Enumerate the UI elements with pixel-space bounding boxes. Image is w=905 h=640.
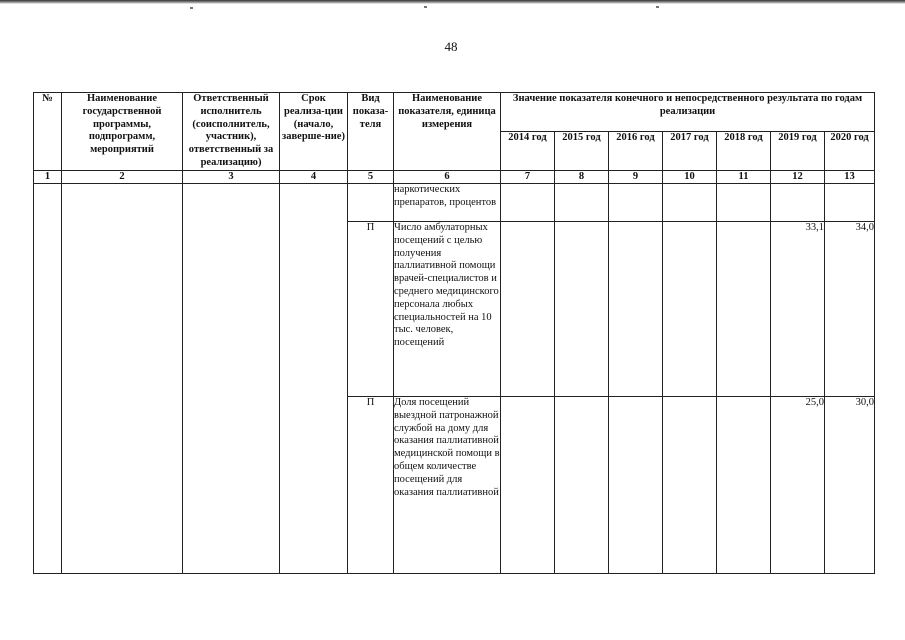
header-year: 2017 год — [663, 132, 717, 171]
cell-value — [771, 184, 825, 222]
cell-value: 25,0 — [771, 397, 825, 574]
cell-value — [501, 397, 555, 574]
header-year: 2020 год — [825, 132, 875, 171]
column-number: 1 — [34, 171, 62, 184]
table-row — [34, 184, 875, 222]
cell-value — [555, 222, 609, 397]
cell-value — [663, 184, 717, 222]
cell-executor — [183, 184, 280, 574]
cell-indicator-type — [348, 184, 394, 222]
cell-value — [825, 184, 875, 222]
cell-value: 30,0 — [825, 397, 875, 574]
cell-indicator-name: Число амбулаторных посещений с целью получения паллиативной помощи врачей-специалистов и среднего медицинского персонала любых специальностей на 10 тыс. человек, посещений — [394, 222, 501, 397]
column-number: 7 — [501, 171, 555, 184]
cell-indicator-name: наркотических препаратов, процентов — [394, 184, 501, 222]
column-number: 10 — [663, 171, 717, 184]
cell-term — [280, 184, 348, 574]
column-number-row — [34, 171, 875, 184]
page-number: 48 — [444, 39, 458, 54]
column-number: 8 — [555, 171, 609, 184]
cell-value: 33,1 — [771, 222, 825, 397]
column-number: 3 — [183, 171, 280, 184]
cell-value — [609, 397, 663, 574]
header-values-group: Значение показателя конечного и непосредственного результата по годам реализации — [501, 93, 875, 132]
header-year: 2015 год — [555, 132, 609, 171]
cell-indicator-name: Доля посещений выездной патронажной службой на дому для оказания паллиативной медицинской помощи в общем количестве посещений для оказания паллиативной — [394, 397, 501, 574]
header-year: 2019 год — [771, 132, 825, 171]
scan-top-edge — [0, 0, 905, 4]
header-year: 2016 год — [609, 132, 663, 171]
column-number: 11 — [717, 171, 771, 184]
cell-number — [34, 184, 62, 574]
cell-value — [663, 397, 717, 574]
scan-speck — [656, 6, 659, 8]
column-number: 13 — [825, 171, 875, 184]
cell-program — [62, 184, 183, 574]
header-term: Срок реализа-ции (начало, заверше-ние) — [280, 93, 348, 171]
header-year: 2014 год — [501, 132, 555, 171]
column-number: 5 — [348, 171, 394, 184]
scan-speck — [190, 7, 193, 9]
column-number: 9 — [609, 171, 663, 184]
cell-value — [717, 222, 771, 397]
cell-indicator-type: П — [348, 222, 394, 397]
cell-value — [717, 397, 771, 574]
column-number: 2 — [62, 171, 183, 184]
cell-value: 34,0 — [825, 222, 875, 397]
cell-value — [663, 222, 717, 397]
scan-speck — [424, 6, 427, 8]
header-number: № — [34, 93, 62, 171]
column-number: 6 — [394, 171, 501, 184]
header-indicator-type: Вид показа-теля — [348, 93, 394, 171]
header-program: Наименование государственной программы, подпрограмм, мероприятий — [62, 93, 183, 171]
cell-value — [609, 184, 663, 222]
cell-value — [555, 184, 609, 222]
header-executor: Ответственный исполнитель (соисполнитель, участник), ответственный за реализацию) — [183, 93, 280, 171]
column-number: 4 — [280, 171, 348, 184]
cell-value — [501, 184, 555, 222]
cell-value — [717, 184, 771, 222]
header-indicator-name: Наименование показателя, единица измерения — [394, 93, 501, 171]
cell-indicator-type: П — [348, 397, 394, 574]
header-year: 2018 год — [717, 132, 771, 171]
cell-value — [609, 222, 663, 397]
cell-value — [501, 222, 555, 397]
column-number: 12 — [771, 171, 825, 184]
cell-value — [555, 397, 609, 574]
indicators-table — [33, 92, 875, 574]
